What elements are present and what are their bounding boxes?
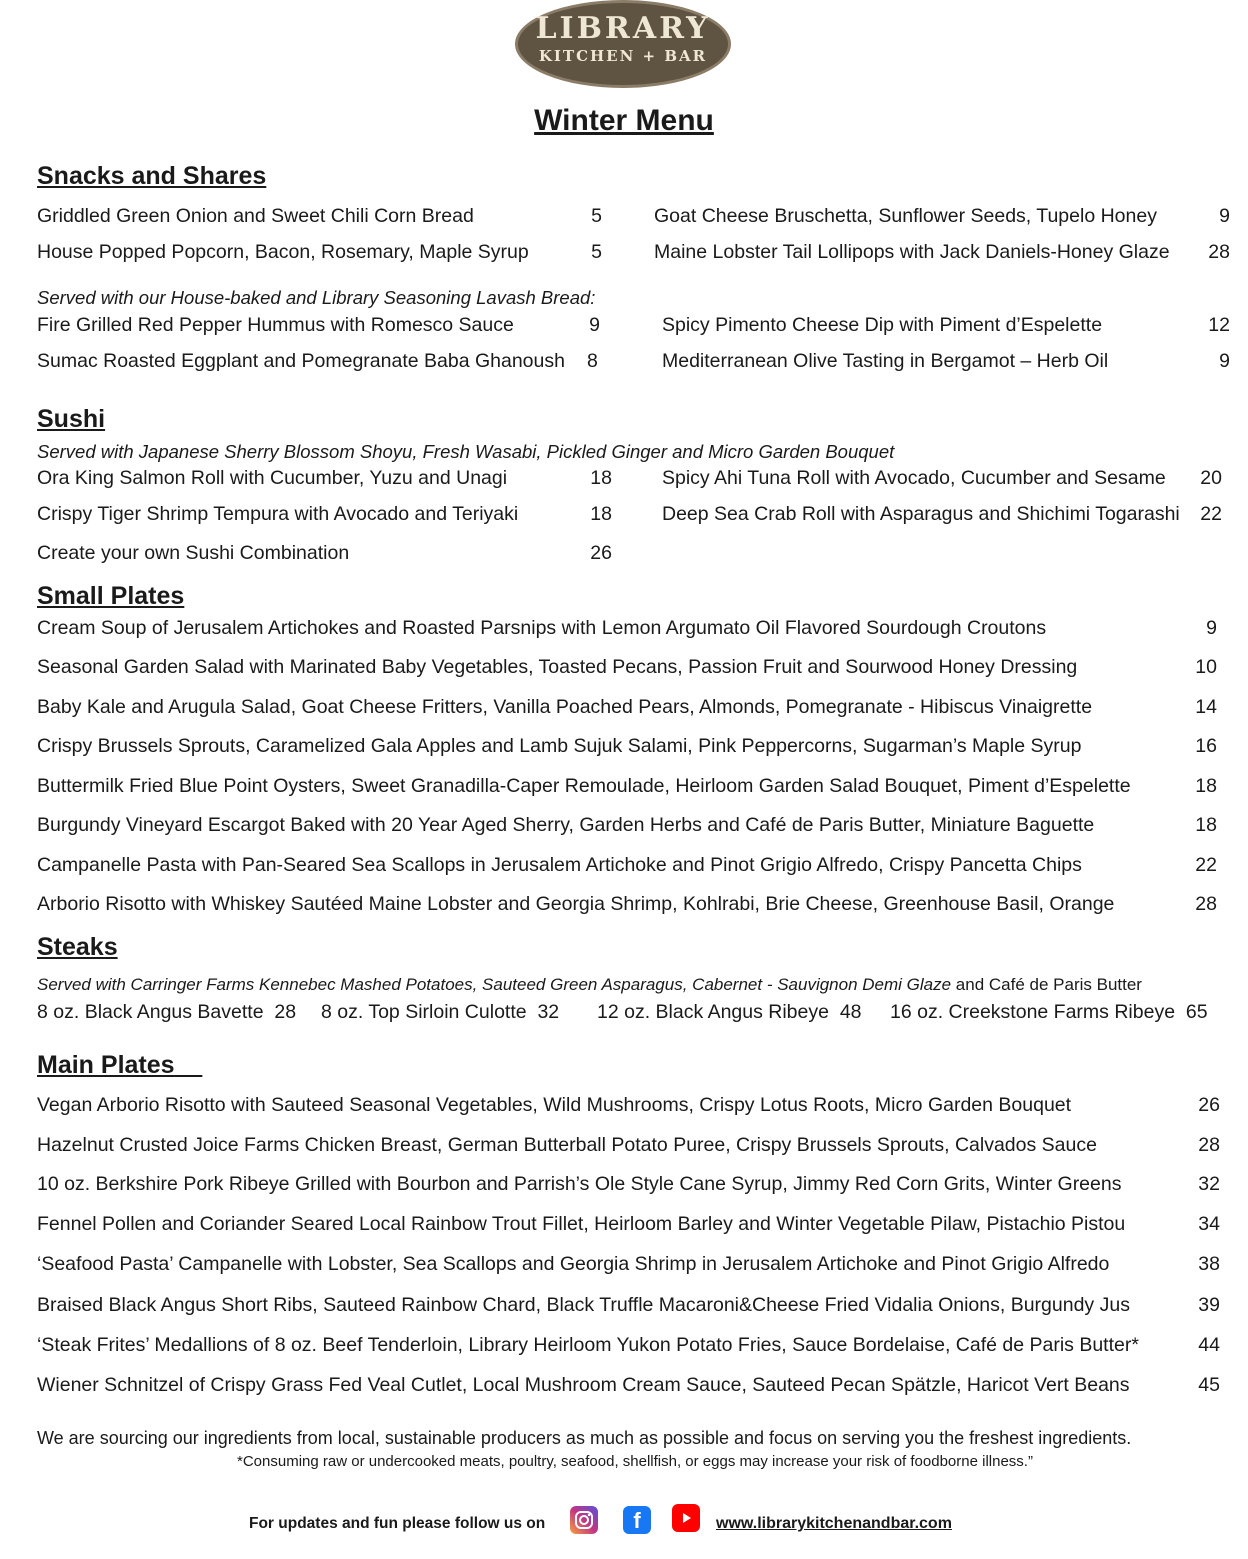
menu-item-name: ‘Seafood Pasta’ Campanelle with Lobster, Sea Scallops and Georgia Shrimp in Jerusalem Artichoke and Pinot Grigio Alfredo <box>37 1253 1110 1275</box>
menu-item-name: Braised Black Angus Short Ribs, Sauteed Rainbow Chard, Black Truffle Macaroni&Cheese Fried Vidalia Onions, Burgundy Jus <box>37 1294 1130 1316</box>
logo-line1: LIBRARY <box>535 11 711 46</box>
restaurant-logo <box>515 0 731 88</box>
menu-item-price: 20 <box>1200 467 1222 489</box>
menu-item-name: Vegan Arborio Risotto with Sauteed Seasonal Vegetables, Wild Mushrooms, Crispy Lotus Roots, Micro Garden Bouquet <box>37 1094 1072 1116</box>
menu-item-name: ‘Steak Frites’ Medallions of 8 oz. Beef Tenderloin, Library Heirloom Yukon Potato Fries, Sauce Bordelaise, Café de Paris Butter* <box>37 1334 1139 1356</box>
menu-item-price: 10 <box>1195 656 1217 678</box>
section-small-plates-heading: Small Plates <box>37 582 185 610</box>
menu-item-name: Mediterranean Olive Tasting in Bergamot – Herb Oil <box>662 350 1109 372</box>
menu-item-name: Wiener Schnitzel of Crispy Grass Fed Veal Cutlet, Local Mushroom Cream Sauce, Sauteed Pecan Spätzle, Haricot Vert Beans <box>37 1374 1130 1396</box>
menu-item-name: Fire Grilled Red Pepper Hummus with Romesco Sauce <box>37 314 514 336</box>
menu-item-name: Crispy Brussels Sprouts, Caramelized Gala Apples and Lamb Sujuk Salami, Pink Peppercorns, Sugarman’s Maple Syrup <box>37 735 1082 757</box>
menu-item-price: 18 <box>590 467 612 489</box>
section-main-plates-heading: Main Plates <box>37 1051 175 1079</box>
menu-item-name: Deep Sea Crab Roll with Asparagus and Shichimi Togarashi <box>662 503 1180 525</box>
logo-line2: KITCHEN + BAR <box>538 47 708 65</box>
menu-item-price: 12 <box>1208 314 1230 336</box>
snacks-note: Served with our House-baked and Library Seasoning Lavash Bread: <box>37 287 596 308</box>
menu-item-name: Sumac Roasted Eggplant and Pomegranate Baba Ghanoush <box>37 350 565 372</box>
menu-item-price: 28 <box>1195 893 1217 915</box>
website-link[interactable]: www.librarykitchenandbar.com <box>716 1515 952 1532</box>
menu-item-price: 22 <box>1195 854 1217 876</box>
menu-item-name: Griddled Green Onion and Sweet Chili Corn Bread <box>37 205 474 227</box>
menu-item-price: 5 <box>591 241 602 263</box>
menu-item-price: 14 <box>1195 696 1217 718</box>
menu-item-name: Spicy Pimento Cheese Dip with Piment d’Espelette <box>662 314 1103 336</box>
menu-item-price: 34 <box>1198 1213 1220 1235</box>
menu-item-name: Baby Kale and Arugula Salad, Goat Cheese Fritters, Vanilla Poached Pears, Almonds, Pomegranate - Hibiscus Vinaigrette <box>37 696 1093 718</box>
menu-item-name: Seasonal Garden Salad with Marinated Baby Vegetables, Toasted Pecans, Passion Fruit and Sourwood Honey Dressing <box>37 656 1078 678</box>
menu-item-price: 26 <box>590 542 612 564</box>
menu-item-price: 9 <box>1219 205 1230 227</box>
menu-item-price: 22 <box>1200 503 1222 525</box>
menu-item-name: Ora King Salmon Roll with Cucumber, Yuzu and Unagi <box>37 467 508 489</box>
menu-item-price: 16 <box>1195 735 1217 757</box>
menu-item-name: Spicy Ahi Tuna Roll with Avocado, Cucumber and Sesame <box>662 467 1166 489</box>
steaks-note: Served with Carringer Farms Kennebec Mashed Potatoes, Sauteed Green Asparagus, Cabernet - Sauvignon Demi Glaze and Café de Paris Butter <box>37 975 1142 994</box>
menu-item-price: 5 <box>591 205 602 227</box>
menu-item-name: Crispy Tiger Shrimp Tempura with Avocado and Teriyaki <box>37 503 519 525</box>
steak-item: 8 oz. Top Sirloin Culotte 32 <box>321 1001 560 1023</box>
instagram-icon[interactable] <box>570 1506 598 1534</box>
menu-item-price: 9 <box>1219 350 1230 372</box>
menu-item-name: Buttermilk Fried Blue Point Oysters, Sweet Granadilla-Caper Remoulade, Heirloom Garden Salad Bouquet, Piment d’Espelette <box>37 775 1131 797</box>
menu-item-name: Hazelnut Crusted Joice Farms Chicken Breast, German Butterball Potato Puree, Crispy Brussels Sprouts, Calvados Sauce <box>37 1134 1097 1156</box>
menu-item-name: Fennel Pollen and Coriander Seared Local Rainbow Trout Fillet, Heirloom Barley and Winter Vegetable Pilaw, Pistachio Pistou <box>37 1213 1126 1235</box>
menu-item-price: 18 <box>1195 775 1217 797</box>
page-title: Winter Menu <box>534 104 714 137</box>
menu-item-price: 44 <box>1198 1334 1220 1356</box>
menu-item-price: 18 <box>590 503 612 525</box>
menu-item-name: Create your own Sushi Combination <box>37 542 350 564</box>
menu-item-price: 9 <box>1206 617 1217 639</box>
youtube-icon[interactable] <box>672 1504 700 1532</box>
menu-item-price: 38 <box>1198 1253 1220 1275</box>
health-warning: *Consuming raw or undercooked meats, poultry, seafood, shellfish, or eggs may increase your risk of foodborne illness.” <box>237 1453 1033 1470</box>
menu-item-price: 26 <box>1198 1094 1220 1116</box>
menu-item-name: Campanelle Pasta with Pan-Seared Sea Scallops in Jerusalem Artichoke and Pinot Grigio Alfredo, Crispy Pancetta Chips <box>37 854 1082 876</box>
section-sushi-heading: Sushi <box>37 405 106 433</box>
follow-us-text: For updates and fun please follow us on <box>249 1515 546 1532</box>
menu-item-price: 28 <box>1208 241 1230 263</box>
menu-item-name: Burgundy Vineyard Escargot Baked with 20 Year Aged Sherry, Garden Herbs and Café de Paris Butter, Miniature Baguette <box>37 814 1095 836</box>
sourcing-statement: We are sourcing our ingredients from local, sustainable producers as much as possible and focus on serving you the freshest ingredients. <box>37 1428 1132 1448</box>
menu-item-name: Maine Lobster Tail Lollipops with Jack Daniels-Honey Glaze <box>654 241 1170 263</box>
menu-item-price: 8 <box>587 350 598 372</box>
menu-item-price: 32 <box>1198 1173 1220 1195</box>
steak-item: 16 oz. Creekstone Farms Ribeye 65 <box>890 1001 1208 1023</box>
steak-item: 12 oz. Black Angus Ribeye 48 <box>597 1001 862 1023</box>
menu-item-price: 9 <box>589 314 600 336</box>
section-steaks-heading: Steaks <box>37 933 118 961</box>
menu-item-name: Cream Soup of Jerusalem Artichokes and Roasted Parsnips with Lemon Argumato Oil Flavored Sourdough Croutons <box>37 617 1047 639</box>
sushi-note: Served with Japanese Sherry Blossom Shoyu, Fresh Wasabi, Pickled Ginger and Micro Garden Bouquet <box>37 441 895 462</box>
menu-item-price: 39 <box>1198 1294 1220 1316</box>
menu-item-name: House Popped Popcorn, Bacon, Rosemary, Maple Syrup <box>37 241 529 263</box>
menu-item-name: Arborio Risotto with Whiskey Sautéed Maine Lobster and Georgia Shrimp, Kohlrabi, Brie Cheese, Greenhouse Basil, Orange <box>37 893 1115 915</box>
menu-item-price: 45 <box>1198 1374 1220 1396</box>
steak-item: 8 oz. Black Angus Bavette 28 <box>37 1001 297 1023</box>
menu-item-name: 10 oz. Berkshire Pork Ribeye Grilled with Bourbon and Parrish’s Ole Style Cane Syrup, Jimmy Red Corn Grits, Winter Greens <box>37 1173 1122 1195</box>
menu-item-price: 18 <box>1195 814 1217 836</box>
facebook-icon[interactable]: f <box>623 1506 651 1534</box>
section-snacks-heading: Snacks and Shares <box>37 162 267 190</box>
menu-item-price: 28 <box>1198 1134 1220 1156</box>
menu-item-name: Goat Cheese Bruschetta, Sunflower Seeds, Tupelo Honey <box>654 205 1157 227</box>
